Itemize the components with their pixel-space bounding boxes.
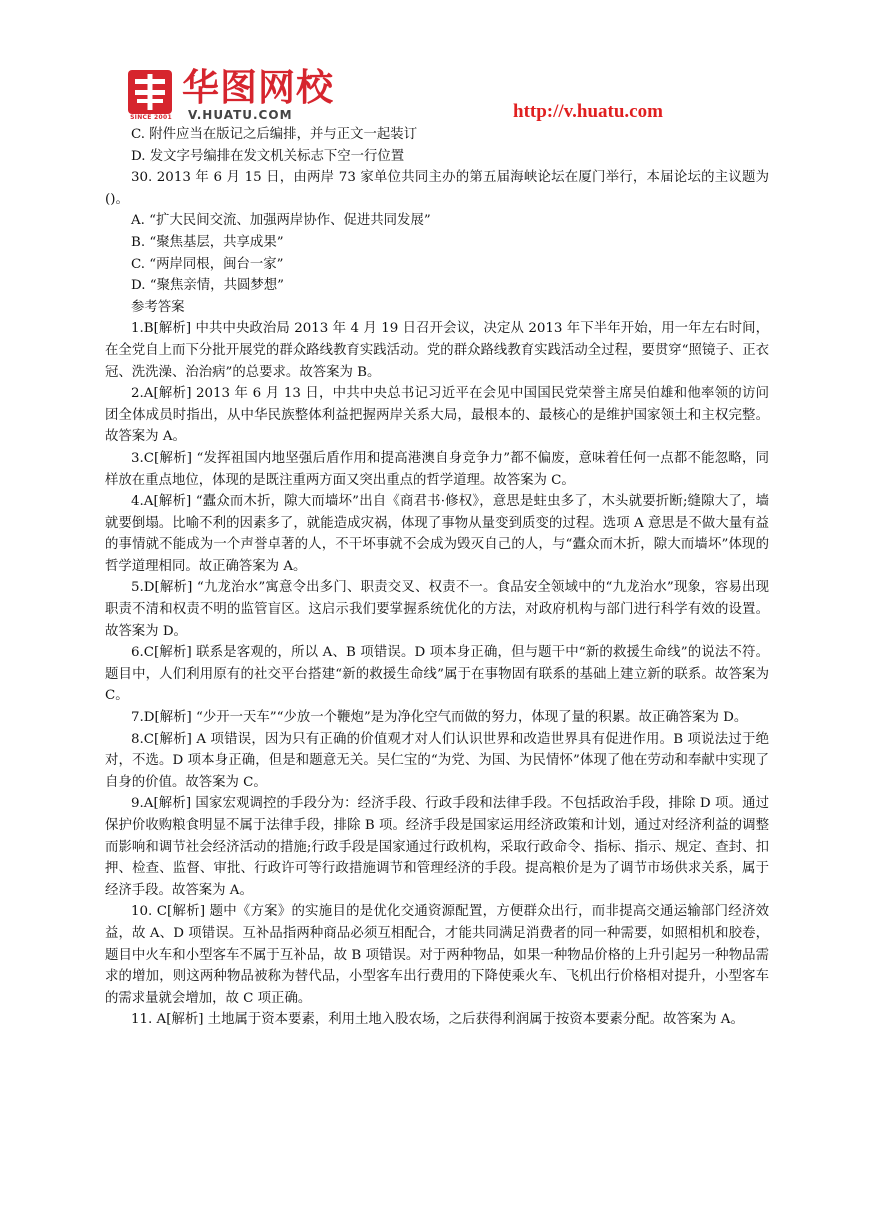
q30-option-b: B. “聚焦基层，共享成果” <box>131 234 284 250</box>
answer-6: 6.C[解析] 联系是客观的，所以 A、B 项错误。D 项本身正确，但与题干中“新的救援生命线”的说法不符。题目中，人们利用原有的社交平台搭建“新的救援生命线”属于在事物固有联系的基础上建立新的联系。故答案为 C。 <box>105 645 769 704</box>
site-url-link[interactable]: http://v.huatu.com <box>513 101 663 122</box>
document-body <box>105 124 769 1031</box>
answer-3: 3.C[解析] “发挥祖国内地坚强后盾作用和提高港澳自身竞争力”都不偏废，意味着任何一点都不能忽略，同样放在重点地位，体现的是既注重两方面又突出重点的哲学道理。故答案为 C。 <box>105 450 769 488</box>
q30-stem: 30. 2013 年 6 月 15 日，由两岸 73 家单位共同主办的第五届海峡论坛在厦门举行，本届论坛的主议题为()。 <box>105 170 769 207</box>
q29-option-d: D. 发文字号编排在发文机关标志下空一行位置 <box>131 148 405 164</box>
answers-title: 参考答案 <box>131 299 185 315</box>
answer-7: 7.D[解析] “少开一天车”“少放一个鞭炮”是为净化空气而做的努力，体现了量的积累。故正确答案为 D。 <box>131 710 748 726</box>
answer-10: 10. C[解析] 题中《方案》的实施目的是优化交通资源配置，方便群众出行，而非提高交通运输部门经济效益，故 A、D 项错误。互补品指两种商品必须互相配合，才能共同满足消费者的同一种需要，如照相机和胶卷，题目中火车和小型客车不属于互补品，故 B 项错误。对于两种物品，如果一种物品价格的上升引起另一种物品需求的增加，则这两种物品被称为替代品，小型客车出行费用的下降使乘火车、飞机出行价格相对提升，小型客车的需求量就会增加，故 C 项正确。 <box>105 904 769 1006</box>
q30-option-c: C. “两岸同根，闽台一家” <box>131 256 284 272</box>
page-header <box>0 0 869 130</box>
answer-1: 1.B[解析] 中共中央政治局 2013 年 4 月 19 日召开会议，决定从 2013 年下半年开始，用一年左右时间，在全党自上而下分批开展党的群众路线教育实践活动。党的群众路线教育实践活动全过程，要贯穿“照镜子、正衣冠、洗洗澡、治治病”的总要求。故答案为 B。 <box>105 321 769 380</box>
answer-2: 2.A[解析] 2013 年 6 月 13 日，中共中央总书记习近平在会见中国国民党荣誉主席吴伯雄和他率领的访问团全体成员时指出，从中华民族整体利益把握两岸关系大局，最根本的、最核心的是维护国家领土和主权完整。故答案为 A。 <box>105 386 769 445</box>
logo-url: V.HUATU.COM <box>188 108 293 122</box>
answer-5: 5.D[解析] “九龙治水”寓意令出多门、职责交叉、权责不一。食品安全领域中的“九龙治水”现象，容易出现职责不清和权责不明的监管盲区。这启示我们要掌握系统优化的方法，对政府机构与部门进行科学有效的设置。故答案为 D。 <box>105 580 769 639</box>
answer-11: 11. A[解析] 土地属于资本要素，利用土地入股农场，之后获得利润属于按资本要素分配。故答案为 A。 <box>131 1012 744 1028</box>
answer-8: 8.C[解析] A 项错误，因为只有正确的价值观才对人们认识世界和改造世界具有促进作用。B 项说法过于绝对，不选。D 项本身正确，但是和题意无关。吴仁宝的“为党、为国、为民情怀”体现了他在劳动和奉献中实现了自身的价值。故答案为 C。 <box>105 731 769 790</box>
q30-option-a: A. “扩大民间交流、加强两岸协作、促进共同发展” <box>131 213 431 229</box>
logo-text: 华图网校 <box>182 66 334 109</box>
huatu-logo-mark-icon <box>128 70 172 114</box>
q29-option-c: C. 附件应当在版记之后编排，并与正文一起装订 <box>131 127 418 142</box>
q30-option-d: D. “聚焦亲情，共圆梦想” <box>131 278 284 294</box>
logo-since: SINCE 2001 <box>130 114 172 121</box>
answer-4: 4.A[解析] “蠹众而木折，隙大而墙坏”出自《商君书·修权》，意思是蛀虫多了，木头就要折断;缝隙大了，墙就要倒塌。比喻不利的因素多了，就能造成灾祸，体现了事物从量变到质变的过程。选项 A 意思是不做大量有益的事情就不能成为一个声誉卓著的人，不干坏事就不会成为毁灭自己的人，与“蠹众而木折，隙大而墙坏”体现的哲学道理相同。故正确答案为 A。 <box>105 494 769 574</box>
answer-9: 9.A[解析] 国家宏观调控的手段分为：经济手段、行政手段和法律手段。不包括政治手段，排除 D 项。通过保护价收购粮食明显不属于法律手段，排除 B 项。经济手段是国家运用经济政策和计划，通过对经济利益的调整而影响和调节社会经济活动的措施;行政手段是国家通过行政机构，采取行政命令、指标、指示、规定、查封、扣押、检查、监督、审批、行政许可等行政措施调节和管理经济的手段。提高粮价是为了调节市场供求关系，属于经济手段。故答案为 A。 <box>105 796 769 898</box>
